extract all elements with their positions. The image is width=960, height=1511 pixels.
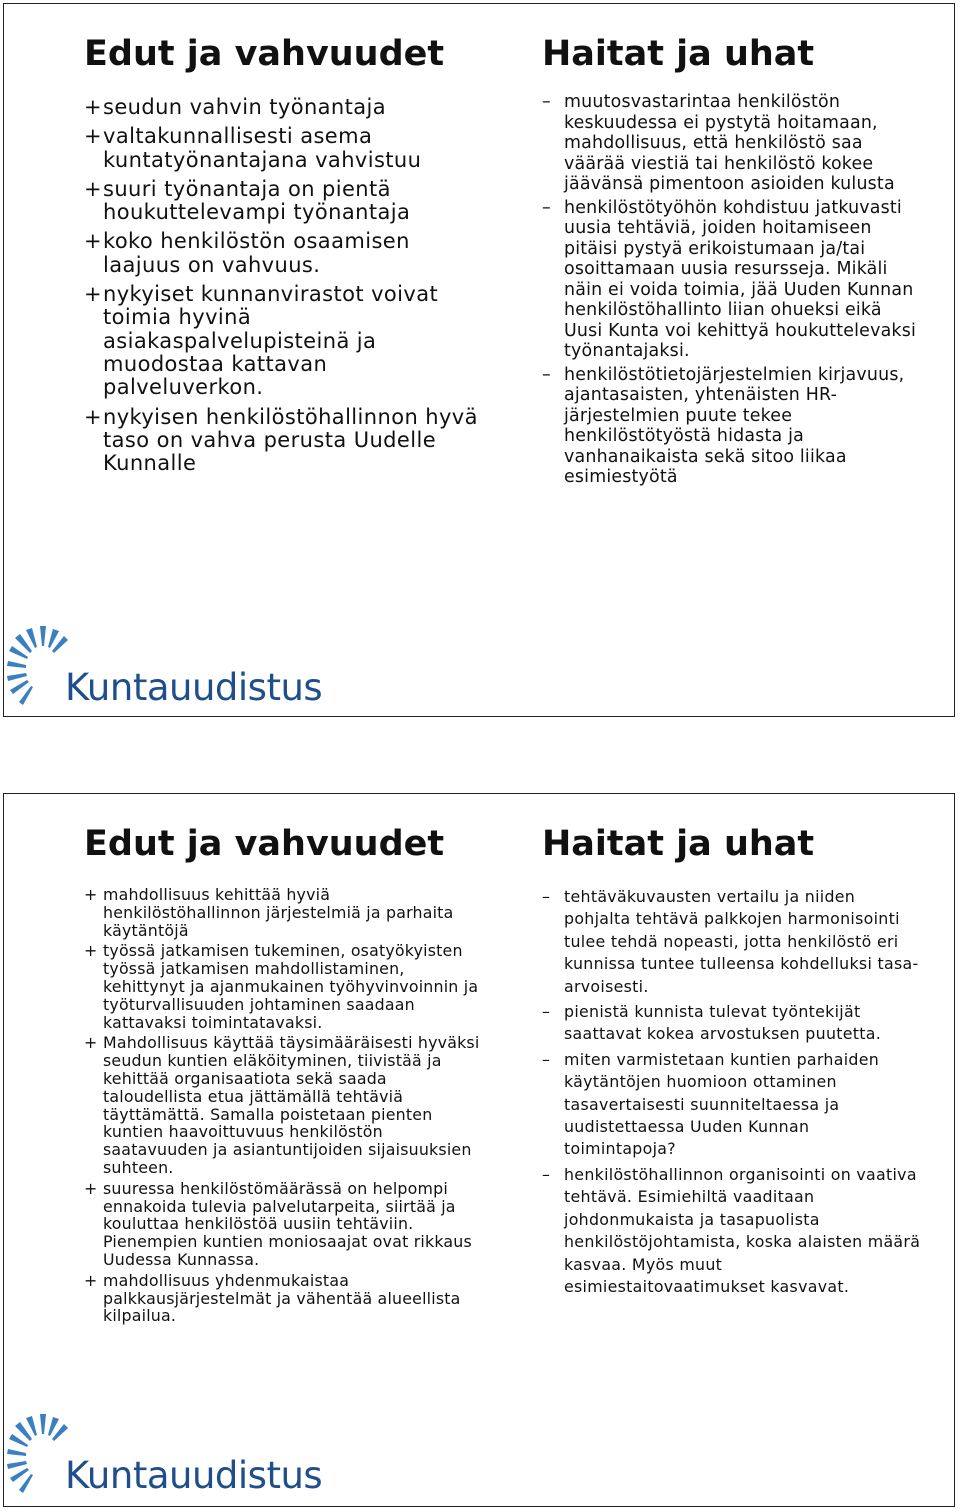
plus-marker: + [84, 1270, 98, 1290]
list-item: + mahdollisuus yhdenmukaistaa palkkausjärjestelmät ja vähentää alueellista kilpailua. [84, 1270, 461, 1326]
dash-marker: – [542, 1049, 551, 1069]
advantages-list [84, 886, 484, 1325]
dash-marker: – [542, 1002, 551, 1022]
list-item: + Mahdollisuus käyttää täysimääräisesti hyväksi seudun kuntien eläköityminen, tiivistää ja kehittää organisaatiota sekä saada taloudellista etua jättämällä tehtäviä täyttämättä. Samalla poistetaan pienten kuntien haavoittuvuus henkilöstön saatavuuden ja asiantuntijoiden sijaisuuksien suhteen. [84, 1033, 480, 1177]
threats-title: Haitat ja uhat [542, 34, 815, 74]
dash-marker: – [542, 197, 551, 218]
list-item: + nykyiset kunnanvirastot voivat toimia hyvinä asiakaspalvelupisteinä ja muodostaa kattavan palveluverkon. [84, 282, 439, 400]
list-item: – tehtäväkuvausten vertailu ja niiden pohjalta tehtävä palkkojen harmonisointi tulee tehdä nopeasti, jotta henkilöstö eri kunnissa tuntee tulleensa kohdelluksi tasa-arvoisesti. [542, 887, 919, 996]
list-item: + nykyisen henkilöstöhallinnon hyvä taso on vahva perusta Uudelle Kunnalle [84, 404, 478, 476]
threats-column [542, 34, 922, 491]
plus-marker: + [84, 941, 98, 961]
plus-marker: + [84, 885, 98, 904]
plus-marker: + [84, 404, 102, 429]
slide-2 [3, 793, 955, 1507]
advantages-title: Edut ja vahvuudet [84, 34, 445, 74]
list-item: + mahdollisuus kehittää hyviä henkilöstöhallinnon järjestelmiä ja parhaita käytäntöjä [84, 885, 454, 940]
plus-marker: + [84, 282, 102, 307]
threats-list [542, 92, 922, 488]
threats-list [542, 886, 922, 1298]
kuntauudistus-logo [7, 1412, 323, 1504]
plus-marker: + [84, 1178, 98, 1198]
list-item: + seudun vahvin työnantaja [84, 95, 387, 119]
list-item: + suuressa henkilöstömäärässä on helpompi ennakoida tulevia palvelutarpeita, siirtää ja kouluttaa henkilöstöä uusiin tehtäviin. Pienempien kuntien moniosaajat ovat rikkaus Uudessa Kunnassa. [84, 1178, 472, 1269]
advantages-list [84, 96, 484, 475]
plus-marker: + [84, 176, 102, 201]
kuntauudistus-logo [7, 624, 323, 716]
dash-marker: – [542, 364, 551, 385]
list-item: – henkilöstötyöhön kohdistuu jatkuvasti uusia tehtäviä, joiden hoitamiseen pitäisi pystyä erikoistumaan ja/tai osoittamaan uusia resursseja. Mikäli näin ei voida toimia, jää Uuden Kunnan henkilöstöhallinto liian ohueksi eikä Uusi Kunta voi kehittyä houkuttelevaksi työnantajaksi. [542, 197, 916, 361]
plus-marker: + [84, 95, 102, 119]
dash-marker: – [542, 1164, 551, 1184]
advantages-column [84, 34, 484, 481]
logo-wordmark: Kuntauudistus [65, 1454, 323, 1497]
list-item: + suuri työnantaja on pientä houkuttelevampi työnantaja [84, 176, 411, 225]
advantages-title: Edut ja vahvuudet [84, 824, 445, 864]
plus-marker: + [84, 229, 102, 254]
dash-marker: – [542, 92, 551, 112]
threats-title: Haitat ja uhat [542, 824, 815, 864]
dash-marker: – [542, 887, 551, 906]
list-item: – muutosvastarintaa henkilöstön keskuudessa ei pystytä hoitamaan, mahdollisuus, että henkilöstö saa väärää viestiä tai henkilöstö kokee jäävänsä pimentoon asioiden kulusta [542, 92, 895, 194]
plus-marker: + [84, 1033, 98, 1053]
logo-wordmark: Kuntauudistus [65, 666, 323, 709]
slide-1 [3, 3, 955, 717]
list-item: – miten varmistetaan kuntien parhaiden käytäntöjen huomioon ottaminen tasavertaisesti suunniteltaessa ja uudistettaessa Uuden Kunnan toimintapoja? [542, 1049, 880, 1159]
list-item: + työssä jatkamisen tukeminen, osatyökyisten työssä jatkamisen mahdollistaminen, kehittynyt ja ajanmukainen työhyvinvoinnin ja työturvallisuuden johtaminen saadaan kattavaksi toimintatavaksi. [84, 941, 479, 1032]
list-item: – pienistä kunnista tulevat työntekijät saattavat kokea arvostuksen puutetta. [542, 1002, 882, 1044]
list-item: + koko henkilöstön osaamisen laajuus on vahvuus. [84, 229, 410, 277]
list-item: + valtakunnallisesti asema kuntatyönantajana vahvistuu [84, 124, 422, 172]
threats-column [542, 824, 922, 1301]
advantages-column [84, 824, 484, 1328]
list-item: – henkilöstöhallinnon organisointi on vaativa tehtävä. Esimiehiltä vaaditaan johdonmukaista ja tasapuolista henkilöstöjohtamista, koska alaisten määrä kasvaa. Myös muut esimiestaitovaatimukset kasvavat. [542, 1164, 921, 1296]
plus-marker: + [84, 124, 102, 149]
list-item: – henkilöstötietojärjestelmien kirjavuus, ajantasaisten, yhtenäisten HR-järjestelmien puute tekee henkilöstötyöstä hidasta ja vanhanaikaista sekä sitoo liikaa esimiestyötä [542, 364, 905, 487]
